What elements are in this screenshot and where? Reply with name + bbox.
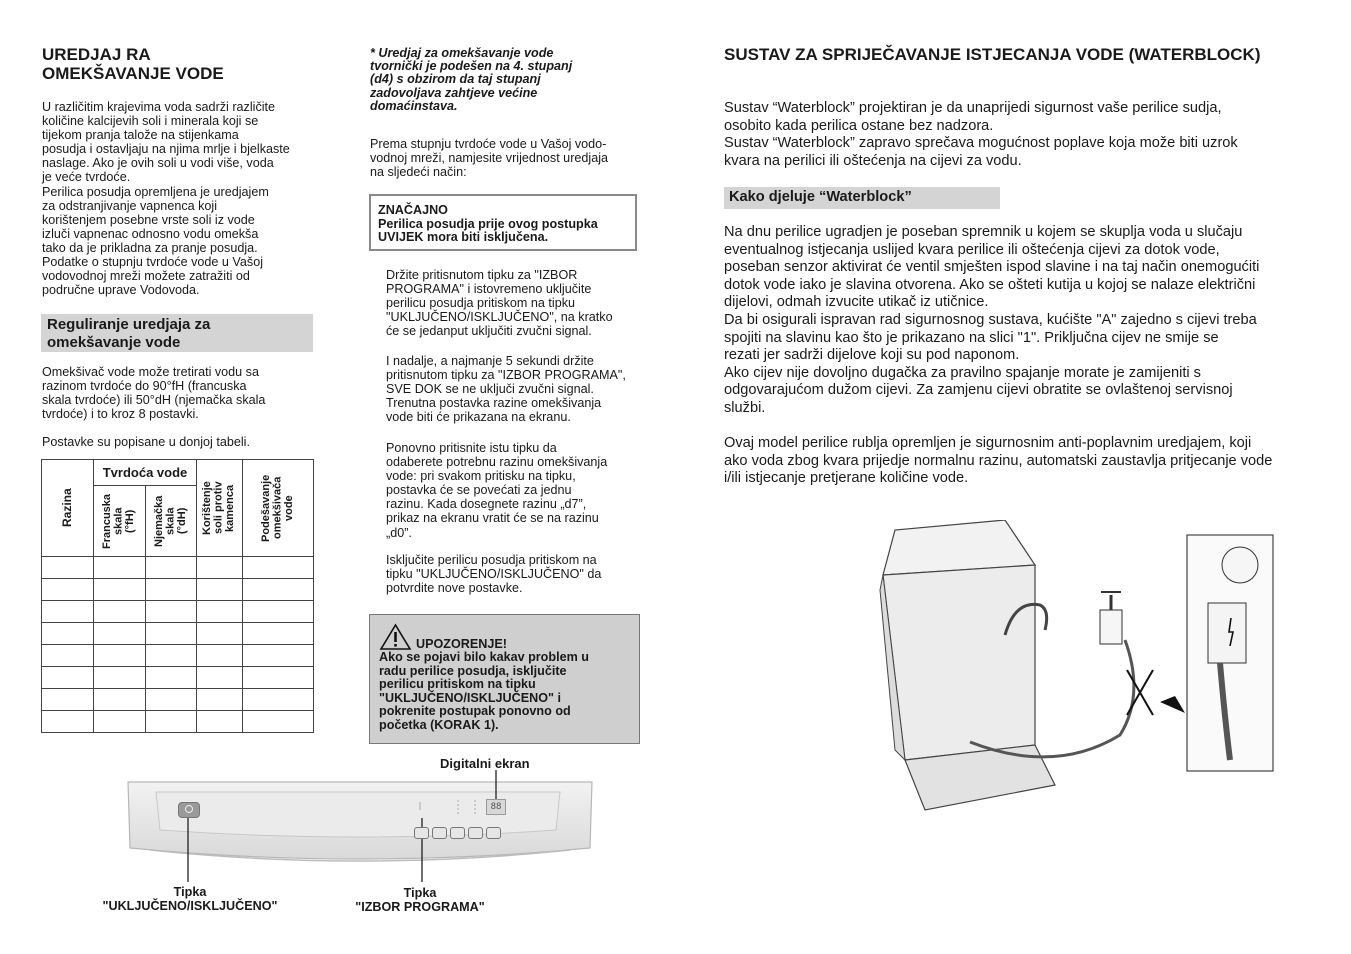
control-panel-illustration — [120, 770, 600, 888]
table-row — [42, 689, 314, 711]
text-line: Ponovno pritisnite istu tipku da — [386, 441, 557, 455]
program-button-label: Tipka "IZBOR PROGRAMA" — [355, 886, 485, 914]
waterblock-illustration — [875, 520, 1295, 820]
table-cell — [243, 711, 314, 733]
warning-triangle-icon — [379, 623, 412, 651]
table-cell — [146, 601, 197, 623]
warning-box — [369, 614, 640, 744]
text-line: Na dnu perilice ugradjen je poseban spremnik u kojem se skuplja voda u slučaju — [724, 224, 1243, 240]
text-line: je veće tvrdoće. — [42, 170, 131, 185]
table-cell — [42, 579, 94, 601]
text-line: Da bi osigurali ispravan rad sigurnosnog sustava, kućište "A" zajedno s cijevi treba — [724, 311, 1257, 328]
table-cell — [42, 667, 94, 689]
warning-text — [379, 651, 630, 733]
text-line: kvara na perilici ili oštećenja na cijevi za vodu. — [724, 152, 1022, 169]
power-icon — [185, 805, 193, 813]
text-line: tijekom pranja talože na stijenkama — [42, 128, 239, 143]
warning-header: UPOZORENJE! — [379, 623, 630, 651]
text-line: Omekšivač vode može tretirati vodu sa — [42, 365, 259, 379]
text-line: će se jedanput uključiti zvučni signal. — [386, 324, 592, 339]
text-line: potvrdite nove postavke. — [386, 581, 523, 596]
text-line: naslage. Ako je ovih soli u vodi više, voda — [42, 156, 274, 171]
text-line: zadovoljava zahtjeve većine — [370, 85, 538, 100]
text-line: rezati jer sadrži dijelove koji su pod naponom. — [724, 347, 1020, 364]
text-line: perilicu pritiskom na tipku — [379, 677, 536, 692]
text-line: Isključite perilicu posudja pritiskom na — [386, 553, 597, 567]
text-line: eventualnog istjecanja uslijed kvara perilice ili oštećenja cijevi za dotok vode, — [724, 241, 1220, 258]
col-header-koristenje: Korištenje soli protiv kamenca — [197, 460, 243, 557]
middle-intro-paragraph — [370, 137, 640, 179]
table-cell — [197, 667, 243, 689]
text-line: korištenjem posebne vrste soli iz vode — [42, 212, 255, 227]
text-line: vode biti će prikazana na ekranu. — [386, 410, 571, 425]
table-cell — [243, 667, 314, 689]
step-1-text — [386, 268, 639, 338]
text-line: (d4) s obzirom da taj stupanj — [370, 72, 541, 87]
text-line: tvrdoće) i to kroz 8 postavki. — [42, 407, 199, 422]
text-line: i/ili istjecanje pretjerane količine vode. — [724, 470, 969, 487]
table-cell — [197, 557, 243, 579]
table-cell — [243, 645, 314, 667]
table-cell — [197, 623, 243, 645]
text-line: „d0”. — [386, 525, 412, 540]
table-cell — [94, 623, 146, 645]
text-line: područne uprave Vodovoda. — [42, 283, 200, 298]
table-cell — [42, 601, 94, 623]
text-line: vodovodnoj mreži možete zatražiti od — [42, 269, 250, 284]
text-line: I nadalje, a najmanje 5 sekundi držite — [386, 354, 594, 368]
text-line: Perilica posudja prije ovog postupka — [378, 216, 598, 231]
onoff-button[interactable] — [178, 802, 200, 818]
text-line: osobito kada perilica ostane bez nadzora. — [724, 117, 994, 134]
important-note-text — [378, 218, 635, 245]
table-cell — [146, 645, 197, 667]
table-cell — [243, 601, 314, 623]
text-line: Ovaj model perilice rublja opremljen je sigurnosnim anti-poplavnim uredjajem, koji — [724, 435, 1252, 451]
table-cell — [42, 557, 94, 579]
text-line: količine kalcijevih soli i minerala koji se — [42, 114, 259, 129]
table-cell — [146, 667, 197, 689]
text-line: posudja i ostavljaju na njima mrlje i bjelkaste — [42, 142, 290, 157]
text-line: dijelovi, odmah izvucite utikač iz utičnice. — [724, 294, 989, 311]
table-cell — [42, 645, 94, 667]
table-row — [42, 557, 314, 579]
col-header-njemacka: Njemačka skala (°dH) — [146, 486, 197, 557]
table-cell — [42, 623, 94, 645]
settings-table — [41, 459, 314, 733]
col-header-francuska: Francuska skala (°fH) — [94, 486, 146, 557]
table-cell — [197, 579, 243, 601]
text-line: postavka će se povećati za jednu — [386, 483, 572, 498]
text-line: tipku "UKLJUČENO/ISKLJUČENO" da — [386, 567, 602, 582]
option-button-1[interactable] — [432, 827, 447, 839]
table-row — [42, 601, 314, 623]
text-line: PROGRAMA" i istovremeno uključite — [386, 282, 592, 297]
text-line: Trenutna postavka razine omekšivanja — [386, 396, 602, 411]
table-cell — [94, 711, 146, 733]
table-cell — [243, 689, 314, 711]
left-intro-paragraph — [42, 100, 312, 297]
waterblock-final-note — [724, 435, 1320, 488]
text-line: odgovarajućom dužom cijevi. Za zamjenu cijevi obratite se ovlaštenoj servisnoj — [724, 382, 1233, 399]
text-line: Prema stupnju tvrdoće vode u Vašoj vodo- — [370, 137, 607, 151]
display-label: Digitalni ekran — [440, 756, 530, 771]
table-cell — [243, 623, 314, 645]
option-button-2[interactable] — [450, 827, 465, 839]
text-line: na sljedeći način: — [370, 165, 467, 180]
table-cell — [146, 689, 197, 711]
table-cell — [243, 579, 314, 601]
table-cell — [146, 711, 197, 733]
text-line: Perilica posudja opremljena je uredjajem — [42, 184, 269, 199]
waterblock-body — [724, 224, 1320, 418]
text-line: Sustav “Waterblock” projektiran je da unaprijedi sigurnost vaše perilice sudja, — [724, 100, 1222, 116]
text-line: UVIJEK mora biti isključena. — [378, 230, 549, 244]
text-line: izluči vapnenac odnosno vodu omekša — [42, 226, 259, 241]
text-line: za odstranjivanje vapnenca koji — [42, 198, 218, 213]
section-heading-reguliranje: Reguliranje uredjaja za omekšavanje vode — [41, 314, 313, 352]
text-line: prikaz na ekranu vratit će se na razinu — [386, 511, 599, 526]
text-line: Ako cijev nije dovoljno dugačka za pravilno spajanje morate je zamijeniti s — [724, 364, 1201, 381]
text-line: Sustav “Waterblock” zapravo sprečava mogućnost poplave koja može biti uzrok — [724, 135, 1238, 152]
table-note: Postavke su popisane u donjoj tabeli. — [42, 435, 250, 449]
text-line: SVE DOK se ne uključi zvučni signal. — [386, 382, 594, 397]
text-line: U različitim krajevima voda sadrži različite — [42, 100, 276, 114]
table-row — [42, 711, 314, 733]
text-line: tvornički je podešen na 4. stupanj — [370, 59, 573, 74]
text-line: * Uredjaj za omekšavanje vode — [370, 46, 554, 60]
table-cell — [94, 689, 146, 711]
text-line: Držite pritisnutom tipku za "IZBOR — [386, 268, 578, 282]
col-header-razina: Razina — [42, 460, 94, 557]
table-cell — [146, 557, 197, 579]
onoff-button-label: Tipka "UKLJUČENO/ISKLJUČENO" — [102, 885, 278, 913]
table-cell — [243, 557, 314, 579]
text-line: skala tvrdoće) ili 50°dH (njemačka skala — [42, 393, 266, 408]
important-note-title: ZNAČAJNO — [378, 203, 448, 217]
text-line: Ako se pojavi bilo kakav problem u — [379, 650, 589, 664]
text-line: razinom tvrdoće do 90°fH (francuska — [42, 379, 247, 394]
text-line: Podatke o stupnju tvrdoće vode u Vašoj — [42, 255, 263, 270]
table-cell — [197, 601, 243, 623]
text-line: razinu. Kada dosegnete razinu „d7”, — [386, 497, 587, 512]
program-select-button[interactable] — [414, 827, 429, 839]
program-buttons — [414, 827, 501, 839]
col-header-tvrdoca: Tvrdoća vode — [94, 460, 197, 486]
text-line: spojiti na slavinu kao što je prikazano na slici "1". Priključna cijev ne smije se — [724, 329, 1219, 346]
text-line: pokrenite postupak ponovno od — [379, 704, 571, 719]
text-line: "UKLJUČENO/ISKLJUČENO", na kratko — [386, 310, 613, 325]
factory-setting-footnote — [370, 47, 640, 113]
waterblock-intro — [724, 100, 1320, 170]
step-4-text — [386, 553, 639, 595]
table-cell — [42, 689, 94, 711]
text-line: dotok vode iako je slavina otvorena. Ako se ošteti kutija u kojoj se nalaze električni — [724, 276, 1256, 293]
digital-display: 88 — [486, 799, 506, 815]
text-line: "UKLJUČENO/ISKLJUČENO" i — [379, 690, 561, 705]
right-title: SUSTAV ZA SPRIJEČAVANJE ISTJECANJA VODE (WATERBLOCK) — [724, 45, 1261, 64]
text-line: službi. — [724, 399, 766, 416]
table-cell — [94, 667, 146, 689]
table-cell — [146, 623, 197, 645]
text-line: vodnoj mreži, namjesite vrijednost uredjaja — [370, 151, 608, 166]
table-row — [42, 579, 314, 601]
text-line: početka (KORAK 1). — [379, 717, 499, 732]
table-cell — [197, 689, 243, 711]
step-2-text — [386, 354, 639, 424]
table-cell — [197, 711, 243, 733]
important-note-box — [369, 194, 637, 251]
table-cell — [94, 645, 146, 667]
table-cell — [197, 645, 243, 667]
option-button-4[interactable] — [486, 827, 501, 839]
text-line: radu perilice posudja, isključite — [379, 663, 567, 678]
text-line: tako da je prikladna za pranje posudja. — [42, 240, 258, 255]
section-heading-waterblock: Kako djeluje “Waterblock” — [724, 187, 1000, 209]
text-line: vode: pri svakom pritisku na tipku, — [386, 469, 576, 484]
table-row — [42, 667, 314, 689]
table-cell — [94, 557, 146, 579]
table-cell — [94, 601, 146, 623]
col-header-podesavanje: Podešavanje omekšivača vode — [243, 460, 314, 557]
table-cell — [42, 711, 94, 733]
text-line: domaćinstava. — [370, 98, 458, 113]
regulation-paragraph — [42, 365, 312, 421]
text-line: odaberete potrebnu razinu omekšivanja — [386, 455, 608, 470]
step-3-text — [386, 441, 639, 540]
text-line: pritisnutom tipku za "IZBOR PROGRAMA", — [386, 368, 626, 383]
table-row — [42, 623, 314, 645]
left-title: UREDJAJ RA OMEKŠAVANJE VODE — [42, 45, 224, 83]
text-line: perilicu posudja pritiskom na tipku — [386, 296, 575, 311]
option-button-3[interactable] — [468, 827, 483, 839]
table-row — [42, 645, 314, 667]
text-line: poseban senzor aktivirat će ventil smješten ispod slavine i na taj način onemogućiti — [724, 259, 1260, 276]
text-line: ako voda zbog kvara prijedje normalnu razinu, automatski zaustavlja pritjecanje vode — [724, 452, 1273, 469]
table-cell — [146, 579, 197, 601]
table-cell — [94, 579, 146, 601]
